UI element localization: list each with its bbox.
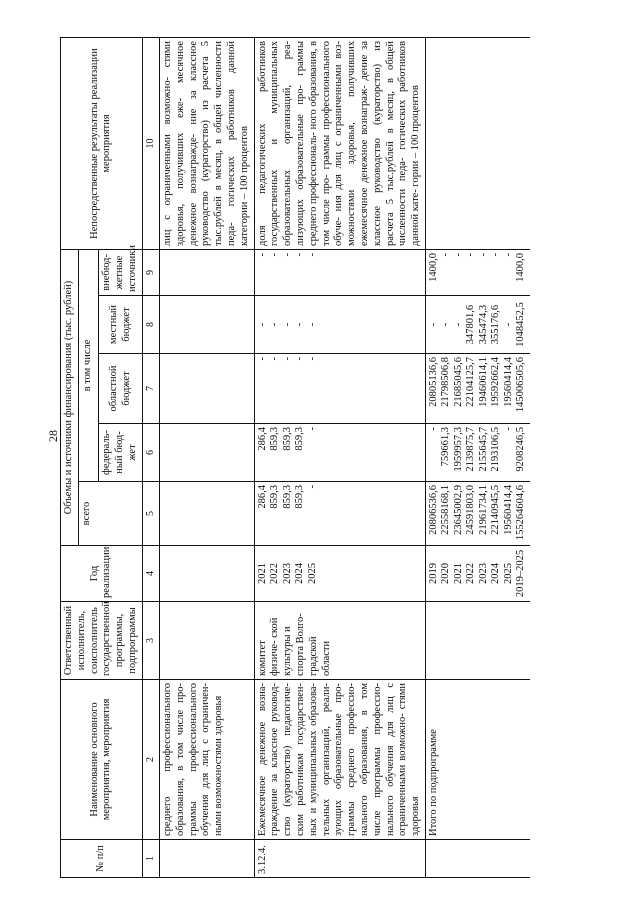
row-years <box>425 546 530 602</box>
row-federal <box>159 424 254 482</box>
table-row <box>254 38 425 878</box>
table-row <box>425 38 530 878</box>
header-result: Непосредственные результаты реализации мероприятия <box>61 38 143 250</box>
row-regional-value: - <box>294 357 306 361</box>
row-name: среднего профессионального образования, в том числе про- граммы профессионального обучения для лиц с ограничен- ными возможностями здоровья <box>159 680 254 840</box>
row-years <box>254 546 425 602</box>
row-federal-value: - <box>427 427 439 431</box>
row-extrabudget-value: - <box>281 253 293 257</box>
row-name: Итого по подпрограмме <box>425 680 530 840</box>
row-federal-value: 286,4 <box>256 427 268 451</box>
row-extrabudget <box>254 250 425 296</box>
header-num: № п/п <box>61 840 143 878</box>
row-years-value: 2019 <box>427 563 439 584</box>
header-federal: федераль- ный бюд- жет <box>99 424 142 482</box>
row-extrabudget <box>425 250 530 296</box>
row-regional-value: 21685045,6 <box>452 357 464 407</box>
row-total <box>254 482 425 546</box>
row-local-value: - <box>452 322 464 327</box>
row-years <box>159 546 254 602</box>
row-result: доля педагогических работников государственных и муниципальных образовательных организаций, реа- лизующих образовательные про- граммы среднего профессиональ- ного образования, в том числе про- граммы профессионального обуче- ния для лиц с ограниченными воз- можностями здоровья, получивших ежемесячное денежное вознаграж- дение за классное руководство (кураторство) из расчета 5 тыс.рублей в месяц, в общей численности педа- гогических работников данной кате- гории – 100 процентов <box>254 38 425 250</box>
table-row <box>159 38 254 878</box>
row-regional-value: 21798506,8 <box>440 357 452 407</box>
header-executor: Ответственный исполнитель, соисполнитель государственной программы, подпрограммы <box>61 602 143 680</box>
header-total: всего <box>78 482 142 546</box>
row-local-value: - <box>440 322 452 327</box>
row-local-value: - <box>294 322 306 327</box>
row-total-value: 23645002,9 <box>452 485 464 535</box>
row-years-value: 2019–2025 <box>515 549 527 598</box>
row-federal-value: - <box>306 427 318 431</box>
row-total-value: 286,4 <box>256 485 268 509</box>
col-index: 10 <box>142 38 159 250</box>
row-regional <box>254 354 425 424</box>
row-years-value: 2021 <box>256 563 268 584</box>
row-local-value: 345474,3 <box>477 304 489 345</box>
row-extrabudget-value: - <box>306 253 318 257</box>
row-regional-value: 22104125,7 <box>465 357 477 407</box>
row-federal-value: - <box>502 427 514 431</box>
header-year: Год реализации <box>61 546 143 602</box>
row-name: Ежемесячное денежное возна- граждение за классное руковод- ство (кураторство) педагогиче- ским работникам государствен- ных и муниципальных образова- тельных организаций, реали- зующих образовательные про- граммы среднего профессио- нального образования, в том числе программы профессио- нального обучения для лиц с ограниченными возможно- стями здоровья <box>254 680 425 840</box>
row-extrabudget-value: - <box>502 253 514 257</box>
row-federal-value: 859,3 <box>269 427 281 451</box>
row-regional-value: 20805136,6 <box>427 357 439 407</box>
row-federal-value: 2193106,5 <box>490 427 502 472</box>
row-extrabudget-value: - <box>490 253 502 257</box>
row-regional <box>425 354 530 424</box>
row-local <box>159 296 254 354</box>
row-local <box>425 296 530 354</box>
row-federal-value: 1959957,3 <box>452 427 464 472</box>
row-years-value: 2024 <box>490 563 502 584</box>
rotated-page <box>60 38 585 878</box>
row-number <box>159 840 254 878</box>
row-total-value: 155264604,6 <box>515 485 527 541</box>
row-federal-value: 9208246,5 <box>515 427 527 472</box>
row-years-value: 2025 <box>306 563 318 584</box>
header-regional: областной бюджет <box>99 354 142 424</box>
row-extrabudget-value: 1400,0 <box>427 253 439 282</box>
header-name: Наименование основного мероприятия, мероприятия <box>61 680 143 840</box>
row-extrabudget-value: - <box>477 253 489 257</box>
page-number: 28 <box>46 430 60 442</box>
row-total-value: - <box>306 485 318 489</box>
row-number <box>425 840 530 878</box>
col-index: 5 <box>142 482 159 546</box>
col-index: 2 <box>142 680 159 840</box>
funding-table <box>60 37 530 878</box>
col-index: 9 <box>142 250 159 296</box>
row-years-value: 2023 <box>477 563 489 584</box>
col-index: 8 <box>142 296 159 354</box>
row-total-value: 22140945,5 <box>490 485 502 535</box>
row-total-value: 24591803,0 <box>465 485 477 535</box>
row-local <box>254 296 425 354</box>
row-local-value: 347801,6 <box>465 304 477 345</box>
row-local-value: - <box>427 322 439 327</box>
row-total-value: 21961734,1 <box>477 485 489 535</box>
row-federal-value: 2139875,7 <box>465 427 477 472</box>
row-total-value: 22558168,1 <box>440 485 452 535</box>
row-years-value: 2024 <box>294 563 306 584</box>
row-extrabudget-value: 1400,0 <box>515 253 527 282</box>
row-extrabudget-value: - <box>256 253 268 257</box>
row-extrabudget <box>159 250 254 296</box>
header-funding: Объемы и источники финансирования (тыс. рублей) <box>61 250 79 546</box>
row-result <box>425 38 530 250</box>
row-local-value: - <box>502 322 514 327</box>
row-local-value: - <box>306 322 318 327</box>
row-years-value: 2022 <box>269 563 281 584</box>
row-number: 3.12.4. <box>254 840 425 878</box>
row-years-value: 2025 <box>502 563 514 584</box>
row-regional <box>159 354 254 424</box>
row-executor <box>425 602 530 680</box>
row-federal-value: 859,3 <box>281 427 293 451</box>
row-regional-value: 19560414,4 <box>502 357 514 407</box>
col-index: 7 <box>142 354 159 424</box>
row-total-value: 19560414,4 <box>502 485 514 535</box>
row-federal <box>254 424 425 482</box>
row-executor <box>159 602 254 680</box>
row-local-value: 1048452,5 <box>515 302 527 347</box>
row-local-value: 355176,6 <box>490 304 502 345</box>
header-including: в том числе <box>78 250 99 482</box>
row-regional-value: 19460614,1 <box>477 357 489 407</box>
row-regional-value: - <box>269 357 281 361</box>
row-federal-value: 2155645,7 <box>477 427 489 472</box>
col-index: 4 <box>142 546 159 602</box>
row-total <box>425 482 530 546</box>
row-federal-value: 859,3 <box>294 427 306 451</box>
col-index: 6 <box>142 424 159 482</box>
row-regional-value: - <box>281 357 293 361</box>
row-local-value: - <box>269 322 281 327</box>
row-years-value: 2020 <box>440 563 452 584</box>
row-local-value: - <box>256 322 268 327</box>
row-total-value: 859,3 <box>294 485 306 509</box>
col-index: 1 <box>142 840 159 878</box>
row-years-value: 2021 <box>452 563 464 584</box>
table-body <box>159 38 529 878</box>
row-extrabudget-value: - <box>465 253 477 257</box>
row-total-value: 859,3 <box>281 485 293 509</box>
row-total-value: 859,3 <box>269 485 281 509</box>
row-federal-value: 759661,3 <box>440 427 452 467</box>
row-extrabudget-value: - <box>452 253 464 257</box>
row-years-value: 2023 <box>281 563 293 584</box>
row-regional-value: - <box>306 357 318 361</box>
row-extrabudget-value: - <box>269 253 281 257</box>
row-years-value: 2022 <box>465 563 477 584</box>
header-extrabudget: внебюд- жетные источники <box>99 250 142 296</box>
row-extrabudget-value: - <box>294 253 306 257</box>
row-local-value: - <box>281 322 293 327</box>
col-index: 3 <box>142 602 159 680</box>
header-local: местный бюджет <box>99 296 142 354</box>
row-extrabudget-value: - <box>440 253 452 257</box>
row-total <box>159 482 254 546</box>
row-regional-value: - <box>256 357 268 361</box>
row-total-value: 20806536,6 <box>427 485 439 535</box>
row-regional-value: 145006505,6 <box>515 357 527 413</box>
row-executor: комитет физиче- ской культуры и спорта Волго- градской области <box>254 602 425 680</box>
row-regional-value: 19592662,4 <box>490 357 502 407</box>
row-result: лиц с ограниченными возможно- стями здоровья, получивших еже- месячное денежное вознагражде- ние за классное руководство (кураторство) из расчета 5 тыс.рублей в месяц, в общей численности педа- гогических работников данной категории – 100 процентов <box>159 38 254 250</box>
row-federal <box>425 424 530 482</box>
